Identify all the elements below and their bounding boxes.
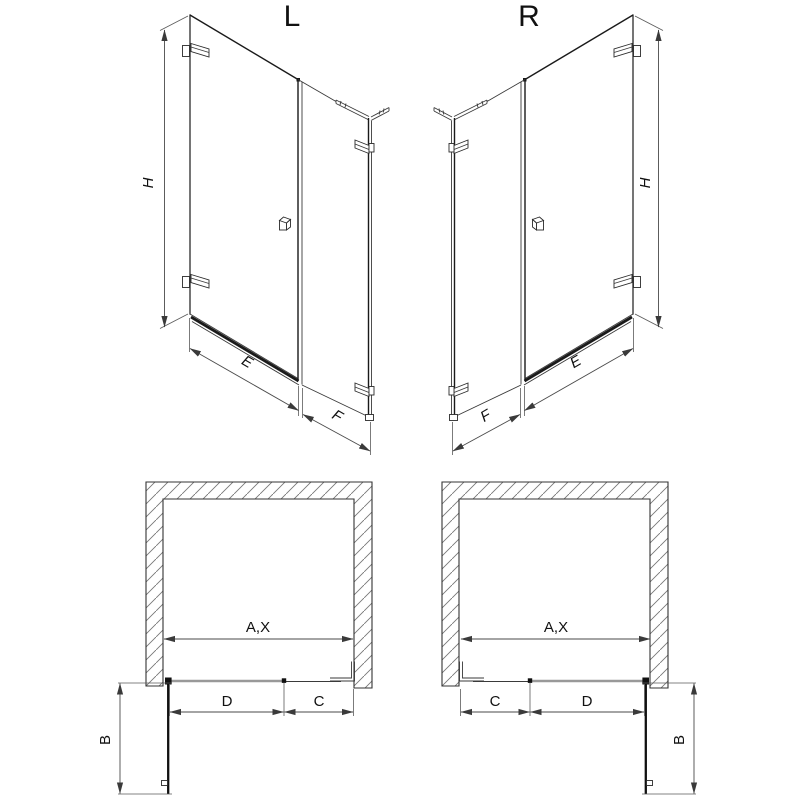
- height-label-left: H: [140, 177, 157, 189]
- fixed-panel-label-right: C: [489, 693, 501, 710]
- right-variant-label: R: [518, 0, 540, 33]
- height-label-right: H: [637, 177, 654, 189]
- plan-left-walls: [146, 482, 372, 688]
- door-swing-label-right: B: [671, 734, 688, 746]
- plan-right-walls: [442, 482, 668, 688]
- fixed-panel-label-left: C: [313, 693, 325, 710]
- elevation-right-view: [434, 15, 663, 455]
- panel-width-label-left: F: [329, 406, 346, 426]
- elevation-left-view: [160, 15, 389, 455]
- left-variant-label: L: [283, 0, 301, 33]
- door-panel-label-left: D: [221, 693, 233, 710]
- panel-width-label-right: F: [477, 406, 494, 426]
- overall-width-label-right: A,X: [543, 619, 569, 636]
- door-swing-label-left: B: [97, 734, 114, 746]
- door-width-label-right: E: [567, 352, 585, 372]
- overall-width-label-left: A,X: [245, 619, 271, 636]
- door-panel-label-right: D: [581, 693, 593, 710]
- door-width-label-left: E: [238, 352, 256, 372]
